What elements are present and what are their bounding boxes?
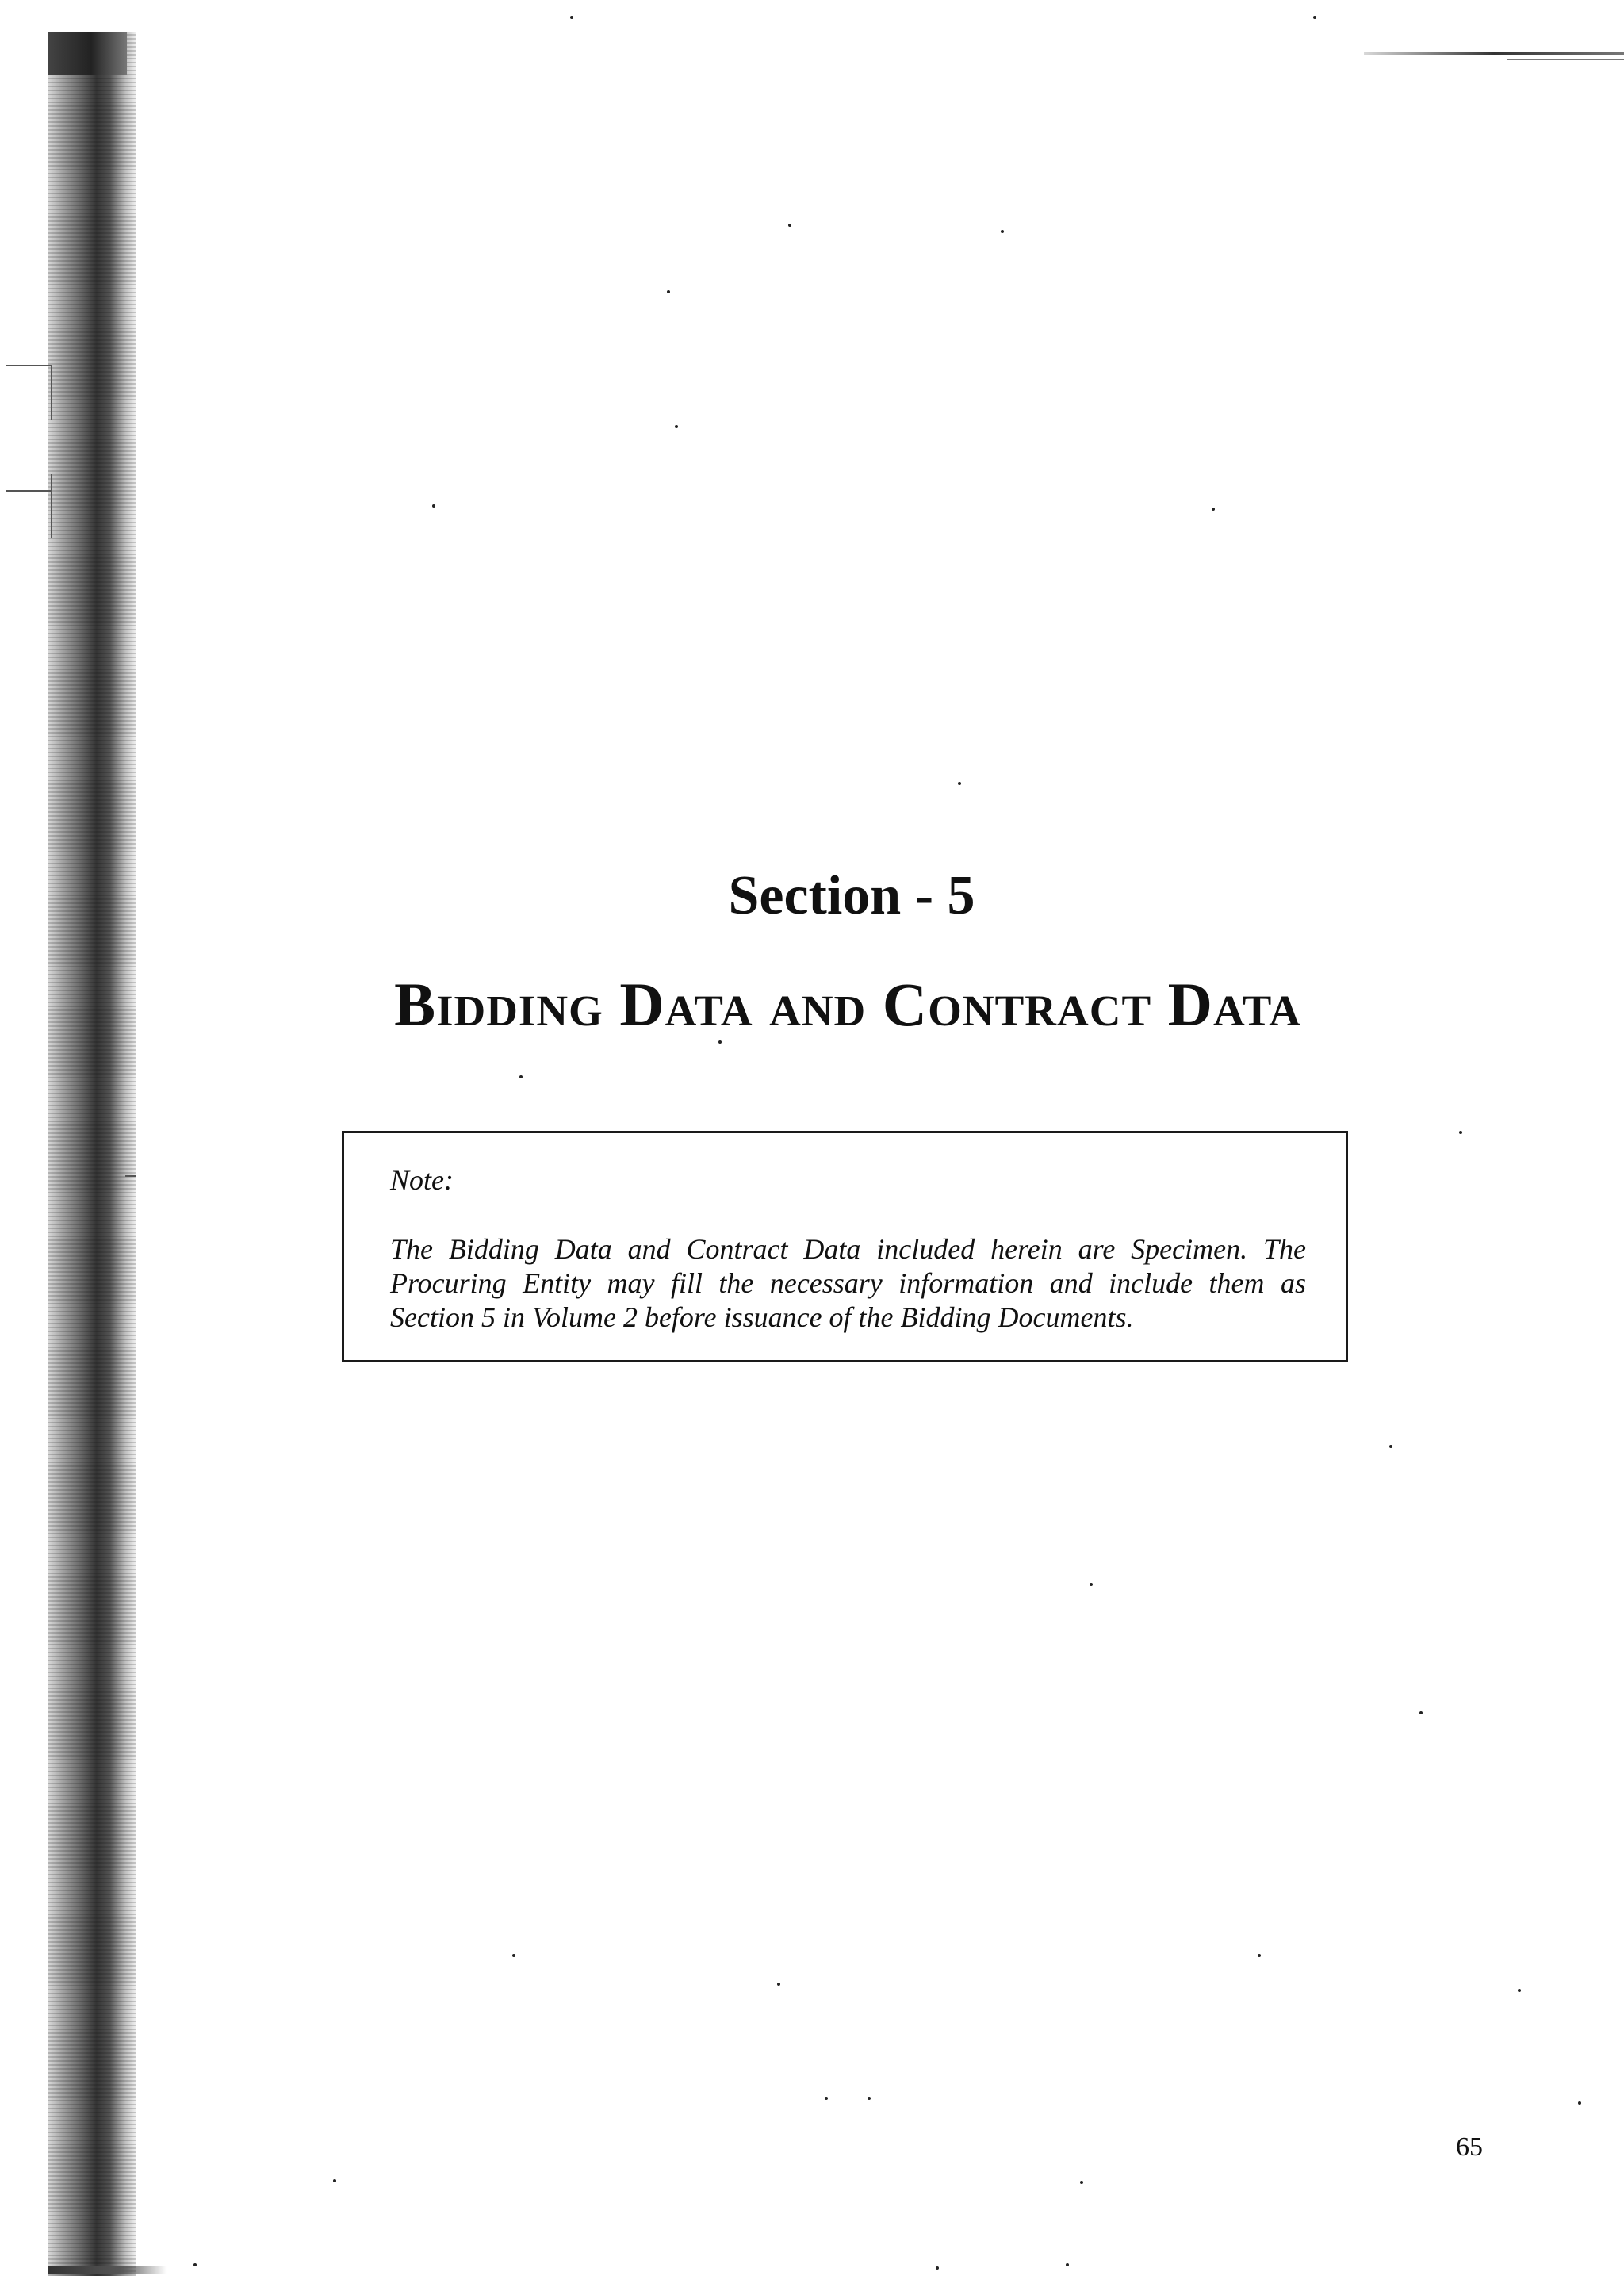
scan-speck [777,1983,780,1986]
scan-speck [333,2179,336,2182]
scan-speck [1090,1583,1093,1586]
scanned-binding-edge-foot [48,2266,167,2274]
scanned-binding-edge [48,32,136,2276]
scan-speck [1066,2263,1069,2266]
section-title: Section - 5 [728,865,975,926]
margin-mark [51,474,52,538]
margin-mark [51,365,52,420]
scan-speck [675,425,678,428]
scan-speck [193,2263,197,2266]
scan-rule [1364,52,1624,55]
section-subtitle: Bidding Data and Contract Data [394,970,1301,1039]
scan-speck [519,1075,523,1078]
margin-mark [6,365,52,366]
scan-speck [432,504,435,508]
scan-speck [667,290,670,293]
scan-speck [1258,1954,1261,1957]
scan-speck [1080,2181,1083,2184]
scan-speck [958,782,961,785]
note-body: The Bidding Data and Contract Data included herein are Specimen. The Procuring Entity may fill the necessary information and include them as Section 5 in Volume 2 before issuance of the Bidding Documents. [390,1233,1306,1333]
scanned-binding-edge-top [48,32,127,75]
scan-speck [1578,2101,1581,2105]
scan-speck [1459,1131,1462,1134]
note-label: Note: [390,1164,454,1196]
scan-speck [1313,16,1316,19]
note-box [342,1131,1348,1362]
scan-speck [512,1954,515,1957]
page-number: 65 [1456,2132,1483,2162]
scan-speck [1518,1989,1521,1992]
scan-speck [868,2097,871,2100]
scan-rule [1507,59,1624,60]
scan-speck [825,2097,828,2100]
scan-speck [718,1040,722,1044]
margin-mark [6,490,52,492]
scan-speck [1389,1445,1392,1448]
scan-speck [1001,230,1004,233]
scan-speck [1419,1711,1423,1714]
scan-speck [1212,508,1215,511]
scan-speck [570,16,573,19]
scan-speck [936,2266,939,2270]
margin-mark [125,1175,136,1177]
scan-speck [788,224,791,227]
